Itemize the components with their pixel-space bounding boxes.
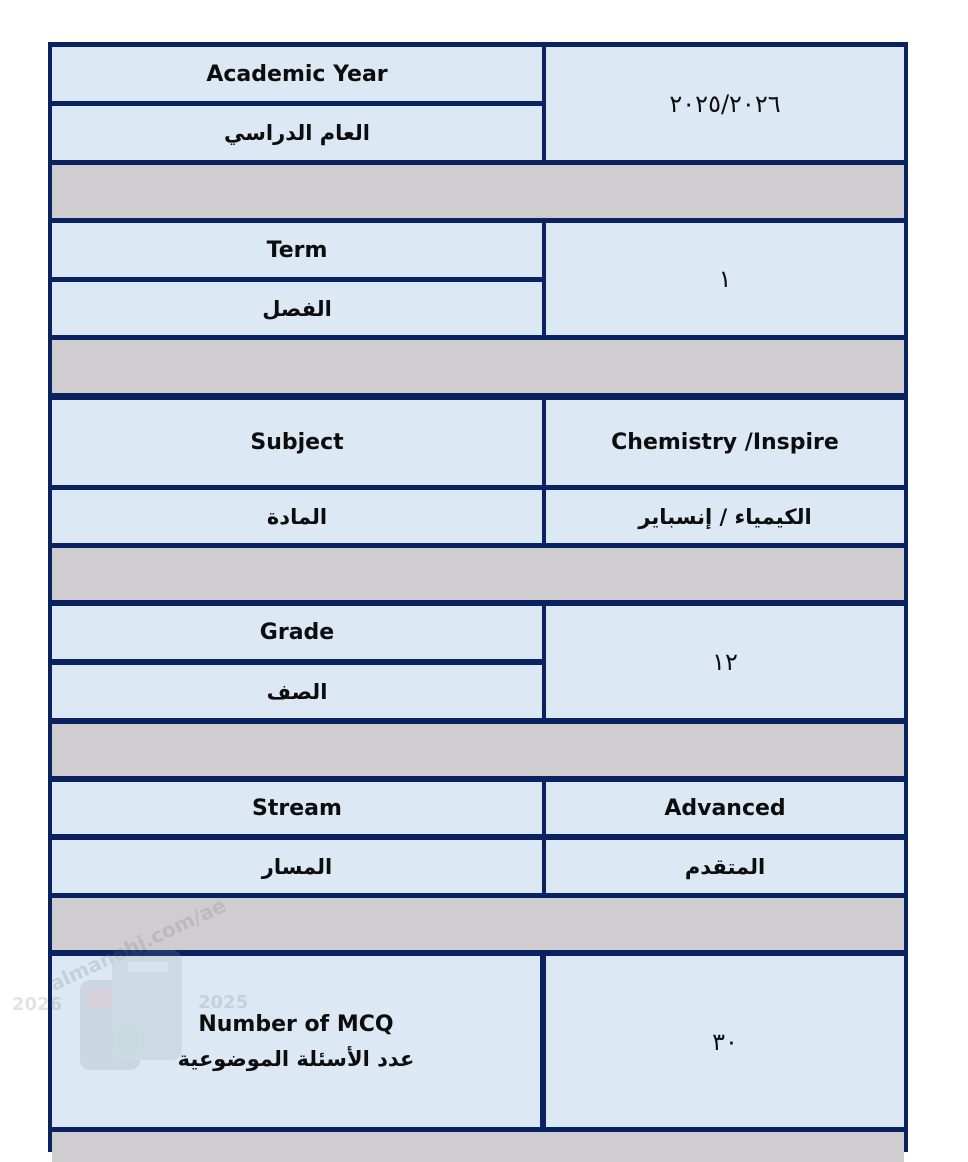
grade-label-en-text: Grade <box>259 620 335 645</box>
term-label-ar <box>52 282 542 335</box>
term-value <box>546 223 904 335</box>
mcq-label-ar-text: عدد الأسئلة الموضوعية <box>177 1046 415 1071</box>
stream-value-ar <box>546 840 904 893</box>
stream-label-ar <box>52 840 542 893</box>
subject-value-en-text: Chemistry /Inspire <box>611 430 839 455</box>
subject-value-ar-text: الكيمياء / إنسباير <box>638 504 812 529</box>
stream-label-ar-text: المسار <box>261 854 333 879</box>
spacer-row <box>52 724 904 776</box>
stream-label-en <box>52 782 542 834</box>
academic-year-value <box>546 47 904 160</box>
subject-value-ar <box>546 490 904 543</box>
stream-value-en <box>546 782 904 834</box>
subject-label-ar <box>52 490 542 543</box>
spacer-row <box>52 898 904 950</box>
grade-label-en <box>52 606 542 659</box>
spacer-row <box>52 1132 904 1162</box>
academic-year-label-en-text: Academic Year <box>206 61 388 87</box>
academic-year-label-en <box>52 47 542 101</box>
subject-label-en <box>52 400 542 485</box>
academic-year-value-text: ٢٠٢٥/٢٠٢٦ <box>669 89 781 118</box>
stream-value-ar-text: المتقدم <box>684 854 766 879</box>
grade-label-ar-text: الصف <box>266 679 328 704</box>
grade-value-text: ١٢ <box>712 648 738 676</box>
subject-label-en-text: Subject <box>250 430 344 455</box>
term-label-en <box>52 223 542 277</box>
subject-label-ar-text: المادة <box>266 504 328 529</box>
stream-label-en-text: Stream <box>252 795 342 821</box>
spacer-row <box>52 340 904 393</box>
academic-year-label-ar-text: العام الدراسي <box>224 121 370 145</box>
mcq-label-en-text: Number of MCQ <box>198 1011 394 1037</box>
mcq-value-text: ٣٠ <box>712 1027 738 1056</box>
academic-year-label-ar <box>52 106 542 160</box>
spacer-row <box>52 165 904 218</box>
grade-label-ar <box>52 665 542 718</box>
term-value-text: ١ <box>718 265 732 293</box>
stream-value-en-text: Advanced <box>664 795 786 821</box>
exam-info-table <box>48 42 908 1152</box>
watermark-year-left: 2026 <box>12 994 63 1015</box>
subject-value-en <box>546 400 904 485</box>
spacer-row <box>52 548 904 600</box>
term-label-en-text: Term <box>266 237 328 263</box>
grade-value <box>546 606 904 718</box>
term-label-ar-text: الفصل <box>262 296 332 321</box>
mcq-value <box>546 956 904 1127</box>
mcq-label <box>52 956 540 1127</box>
